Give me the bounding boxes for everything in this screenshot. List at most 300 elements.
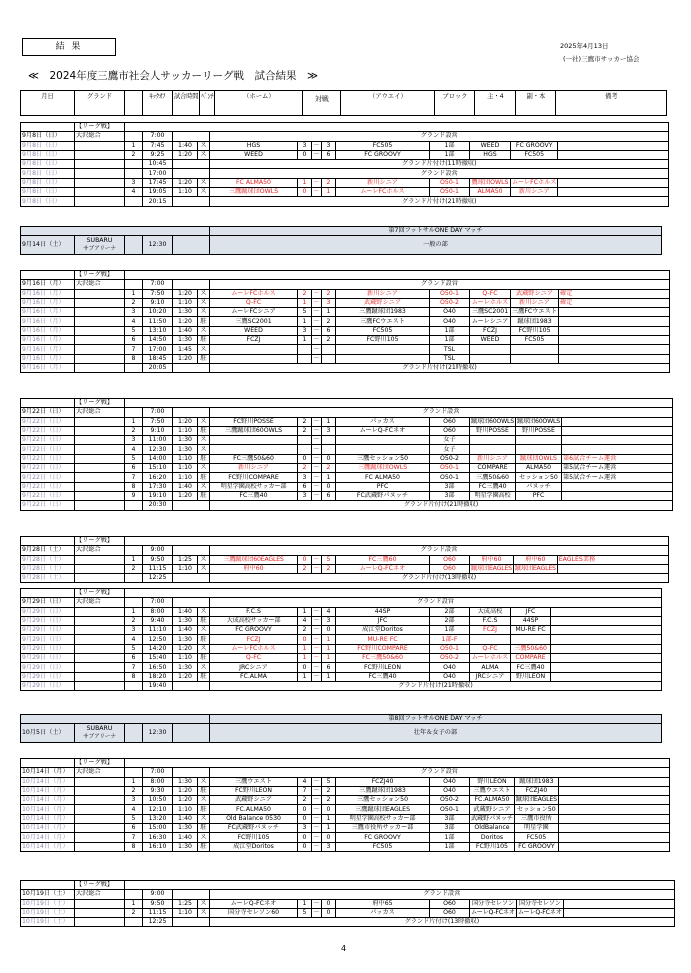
duration: 1:20 — [173, 491, 198, 500]
kickoff-time: 11:50 — [143, 317, 173, 326]
sub-referee: 44SP — [511, 616, 551, 625]
empty — [173, 197, 210, 206]
away-team: 三鷹セッション50 — [336, 796, 430, 805]
home-team: FC野川LEON — [210, 786, 298, 795]
away-team: 新川シニア — [336, 178, 430, 187]
sub-referee: 野川POSSE — [516, 426, 562, 435]
ground-name — [75, 454, 125, 463]
score-separator: － — [313, 617, 320, 625]
score-separator: － — [313, 178, 320, 186]
away-team: 府中65 — [336, 899, 430, 908]
ground-task: グランド設営 — [210, 408, 673, 417]
sub-referee: 野川LEON — [511, 672, 551, 681]
away-team: FC505 — [336, 326, 430, 335]
away-team: 44SP — [336, 607, 430, 616]
block-label: O40 — [430, 786, 470, 795]
away-team: 三鷹蹴球団OWLS — [336, 464, 430, 473]
kickoff-time: 14:50 — [143, 336, 173, 345]
main-referee: F.C.S — [470, 616, 511, 625]
kickoff-time: 9:50 — [143, 555, 173, 564]
block-label: O50-2 — [430, 654, 470, 663]
main-referee: 武蔵野シニア — [470, 805, 515, 814]
match-number: 4 — [125, 317, 143, 326]
kickoff-time: 11:10 — [143, 626, 173, 635]
home-team: ムーレFCホルス — [210, 644, 298, 653]
sub-referee: FC野川105 — [511, 326, 559, 335]
match-number: 3 — [125, 626, 143, 635]
home-score: 2 — [298, 796, 312, 805]
match-row — [21, 317, 670, 326]
match-date: 9月8日（日） — [21, 178, 75, 187]
ground-name — [75, 178, 125, 187]
match-number: 1 — [125, 417, 143, 426]
match-date: 9月16日（月） — [21, 354, 75, 363]
match-number: 3 — [125, 178, 143, 187]
match-number: 3 — [125, 308, 143, 317]
notes — [562, 491, 673, 500]
block-label: 女子 — [430, 436, 470, 445]
duration: 1:20 — [173, 289, 198, 298]
match-number: 1 — [125, 607, 143, 616]
pitch: ス — [198, 777, 210, 786]
home-team: 三鷹ウエスト — [210, 777, 298, 786]
col-match: 対戦 — [303, 91, 341, 116]
sub-referee — [511, 354, 559, 363]
match-date: 9月22日（日） — [21, 454, 75, 463]
notes — [563, 899, 674, 908]
away-team — [336, 436, 430, 445]
match-date: 9月22日（日） — [21, 501, 75, 510]
away-team — [336, 354, 430, 363]
ground-name — [75, 681, 125, 690]
main-referee: 蹴球団EAGLES — [471, 565, 512, 573]
home-score: 5 — [298, 908, 312, 917]
empty — [173, 236, 210, 255]
match-row — [21, 417, 673, 426]
ground-task: グランド設営 — [210, 768, 670, 777]
away-team: FC505 — [336, 141, 430, 150]
kickoff-time: 10:45 — [143, 160, 173, 169]
empty — [173, 918, 210, 927]
sub-referee: 蹴球団1983 — [514, 777, 558, 786]
duration: 1:20 — [173, 672, 198, 681]
empty — [173, 408, 210, 417]
kickoff-time: 19:40 — [143, 681, 173, 690]
match-number: 4 — [125, 445, 143, 454]
duration: 1:40 — [173, 607, 198, 616]
away-team: FC三鷹50&60 — [336, 654, 430, 663]
away-team: 三鷹市役所サッカー部 — [336, 824, 430, 833]
match-number: 1 — [125, 141, 143, 150]
league-label: 【リーグ戦】 — [75, 271, 125, 280]
home-score: 0 — [298, 188, 312, 197]
score-separator: － — [313, 565, 320, 573]
match-row — [21, 607, 662, 616]
main-referee — [470, 445, 516, 454]
ground-name: 大沢総合 — [75, 546, 125, 555]
match-number — [125, 890, 143, 899]
match-number: 8 — [125, 482, 143, 491]
ground-name: 大沢総合 — [75, 408, 125, 417]
match-number — [125, 598, 143, 607]
match-row — [21, 445, 673, 454]
ground-task-row — [21, 169, 669, 178]
sub-referee — [511, 635, 551, 644]
match-date: 9月16日（月） — [21, 280, 75, 289]
notes: 第5試合チーム運営 — [562, 464, 673, 473]
kickoff-time: 15:00 — [143, 824, 173, 833]
sub-referee: 国分寺セレソン — [516, 899, 563, 908]
duration: 1:10 — [173, 908, 198, 917]
away-team: FC野川105 — [336, 336, 430, 345]
match-date: 9月16日（月） — [21, 345, 75, 354]
sub-referee: 蹴球団1983 — [511, 317, 559, 326]
empty — [125, 537, 669, 546]
ground-task: グランド設営 — [210, 546, 669, 555]
sub-referee: 蹴球団60OWLS — [517, 417, 560, 425]
match-number: 9 — [125, 491, 143, 500]
kickoff-time: 12:30 — [143, 236, 173, 255]
away-score: 0 — [322, 454, 336, 463]
home-team: 三鷹蹴球団60OWLS — [210, 426, 298, 435]
ground-name — [75, 616, 125, 625]
ground-name — [75, 663, 125, 672]
match-number — [125, 197, 143, 206]
page-number: 4 — [341, 944, 347, 953]
duration: 1:10 — [173, 426, 198, 435]
match-number — [125, 501, 143, 510]
away-score: 2 — [322, 564, 336, 573]
match-number: 2 — [125, 426, 143, 435]
main-referee: WEED — [470, 336, 511, 345]
away-score: 3 — [322, 426, 336, 435]
league-block — [20, 270, 670, 373]
block-label: O50-1 — [430, 188, 470, 197]
kickoff-time: 19:05 — [143, 188, 173, 197]
main-referee: Q-FC — [470, 644, 511, 653]
match-row — [21, 635, 662, 644]
kickoff-time: 20:30 — [143, 501, 173, 510]
block-label: 3部 — [430, 482, 470, 491]
ground-name — [75, 445, 125, 454]
ground-task: グランド設営 — [210, 598, 662, 607]
match-date: 9月28日（土） — [21, 574, 75, 583]
home-score: 0 — [298, 833, 312, 842]
away-team: MU-RE FC — [336, 635, 430, 644]
ground-task-row — [21, 681, 662, 690]
home-score: 1 — [298, 899, 312, 908]
away-score: 1 — [322, 473, 336, 482]
date-spacer — [21, 537, 75, 546]
duration: 1:20 — [173, 786, 198, 795]
match-date: 9月28日（土） — [21, 546, 75, 555]
ground-name — [75, 491, 125, 500]
block-label: O50-1 — [430, 473, 470, 482]
home-score: 0 — [298, 555, 312, 564]
home-score: 1 — [298, 317, 312, 326]
match-date: 9月28日（土） — [21, 564, 75, 573]
match-date: 9月8日（日） — [21, 132, 75, 141]
col-away: （アウエイ） — [341, 91, 435, 116]
sub-referee: ムーレFCホルス — [512, 178, 557, 186]
ground-name — [75, 918, 125, 927]
ground-name — [75, 644, 125, 653]
notes — [559, 308, 670, 317]
home-score: 0 — [298, 635, 312, 644]
away-score: 1 — [322, 814, 336, 823]
pitch: ス — [198, 289, 210, 298]
block-label: O60 — [430, 555, 470, 564]
sub-referee: 蹴球団OWLS — [516, 454, 562, 463]
match-date: 9月29日（日） — [21, 626, 75, 635]
pitch: ス — [198, 899, 210, 908]
empty — [173, 574, 210, 583]
score-separator: － — [313, 417, 320, 425]
home-score: 0 — [298, 814, 312, 823]
kickoff-time: 8:00 — [143, 607, 173, 616]
home-team: 三鷹SC2001 — [210, 317, 298, 326]
match-date: 9月22日（日） — [21, 445, 75, 454]
score-separator: － — [313, 626, 320, 634]
match-date: 9月22日（日） — [21, 436, 75, 445]
col-sub-ref: 副・本 — [516, 91, 556, 116]
empty — [173, 546, 210, 555]
empty — [125, 271, 670, 280]
notes — [551, 654, 662, 663]
away-team: 明星学園高校サッカー部 — [336, 814, 430, 823]
ground-name: 大沢総合 — [75, 280, 125, 289]
kickoff-time: 9:30 — [143, 786, 173, 795]
away-team — [336, 345, 430, 354]
away-score: 3 — [322, 141, 336, 150]
ground-name — [75, 796, 125, 805]
away-team: JFC — [336, 616, 430, 625]
match-date: 9月16日（月） — [21, 326, 75, 335]
kickoff-time: 11:00 — [143, 436, 173, 445]
block-label: 3部 — [430, 491, 470, 500]
home-score: 2 — [298, 564, 312, 573]
away-score — [322, 445, 336, 454]
league-label: 【リーグ戦】 — [75, 399, 125, 408]
pitch: ス — [198, 150, 210, 159]
venue — [75, 724, 125, 743]
away-team: FC武蔵野パヌッチ — [336, 491, 430, 500]
away-score — [322, 436, 336, 445]
pitch: 駐 — [198, 672, 210, 681]
match-number: 5 — [125, 814, 143, 823]
match-date: 9月16日（月） — [21, 336, 75, 345]
kickoff-time: 10:20 — [143, 308, 173, 317]
match-number: 7 — [125, 345, 143, 354]
league-block — [20, 398, 673, 511]
match-date: 9月16日（月） — [21, 317, 75, 326]
match-date: 9月16日（月） — [21, 308, 75, 317]
ground-name — [75, 805, 125, 814]
score-separator: － — [313, 454, 320, 462]
sub-referee: FCZJ40 — [514, 786, 558, 795]
home-team: ムーレQ-FCネオ — [210, 899, 298, 908]
pitch: ス — [198, 607, 210, 616]
date-spacer — [21, 271, 75, 280]
kickoff-time: 9:50 — [143, 899, 173, 908]
sub-referee: ALMA50 — [516, 464, 562, 473]
match-row — [21, 654, 662, 663]
sub-referee: COMPARE — [511, 654, 551, 663]
main-referee: 明星学園高校 — [470, 491, 516, 500]
notes — [558, 786, 669, 795]
score-separator: － — [313, 464, 320, 472]
duration: 1:30 — [173, 824, 198, 833]
kickoff-time: 13:10 — [143, 326, 173, 335]
ground-task: グランド片付け(21時撤収) — [210, 197, 669, 206]
date-spacer — [21, 759, 75, 768]
match-date: 9月8日（日） — [21, 141, 75, 150]
match-number: 5 — [125, 644, 143, 653]
match-row — [21, 141, 669, 150]
sub-referee: FC GROOVY — [514, 842, 558, 851]
main-referee: FC.ALMA50 — [470, 796, 515, 805]
match-date: 9月29日（日） — [21, 635, 75, 644]
kickoff-time: 9:00 — [143, 546, 173, 555]
sub-referee: 蹴球団EAGLES — [514, 565, 556, 573]
match-row — [21, 454, 673, 463]
match-number: 3 — [125, 436, 143, 445]
date-spacer — [21, 589, 75, 598]
duration: 1:10 — [173, 464, 198, 473]
match-date: 10月19日（土） — [21, 908, 75, 917]
away-team — [336, 445, 430, 454]
empty — [173, 280, 210, 289]
home-score — [298, 345, 312, 354]
pitch: ス — [198, 555, 210, 564]
ground-task: グランド設営 — [210, 280, 670, 289]
home-score: 3 — [298, 141, 312, 150]
match-row — [21, 555, 669, 564]
away-score: 1 — [322, 824, 336, 833]
away-score: 2 — [322, 786, 336, 795]
ground-task: グランド片付け(13時撤収) — [210, 574, 669, 583]
ground-name — [75, 150, 125, 159]
duration: 1:40 — [173, 833, 198, 842]
match-number: 6 — [125, 464, 143, 473]
duration: 1:25 — [173, 899, 198, 908]
ground-name — [75, 197, 125, 206]
score-separator: － — [313, 796, 320, 804]
match-date: 9月29日（日） — [21, 654, 75, 663]
home-score: 4 — [298, 616, 312, 625]
ground-name — [75, 607, 125, 616]
score-separator: － — [313, 308, 320, 316]
match-row — [21, 626, 662, 635]
ground-name: 大沢総合 — [75, 598, 125, 607]
away-team: 武蔵野シニア — [336, 298, 430, 307]
block-label: O40 — [430, 308, 470, 317]
pitch: ス — [198, 345, 210, 354]
league-label: 【リーグ戦】 — [75, 759, 125, 768]
match-number: 5 — [125, 454, 143, 463]
home-team: FC三鷹40 — [210, 491, 298, 500]
match-number — [125, 169, 143, 178]
sub-referee: 新川シニア — [511, 298, 559, 307]
ground-name — [75, 814, 125, 823]
away-score: 2 — [322, 178, 336, 187]
away-score: 2 — [322, 464, 336, 473]
away-team: 三鷹FCウエスト — [336, 317, 430, 326]
match-date: 10月14日（月） — [21, 768, 75, 777]
match-number — [125, 768, 143, 777]
league-block — [20, 536, 669, 583]
notes — [551, 663, 662, 672]
away-score: 1 — [322, 308, 336, 317]
ground-task-row — [21, 918, 675, 927]
home-team: F.C.S — [210, 607, 298, 616]
empty — [173, 132, 210, 141]
ground-name — [75, 426, 125, 435]
kickoff-time: 8:00 — [143, 777, 173, 786]
empty — [173, 598, 210, 607]
duration: 1:30 — [173, 663, 198, 672]
home-team: FCZJ — [210, 336, 298, 345]
date-spacer — [21, 399, 75, 408]
block-label: O60 — [430, 417, 470, 426]
sub-referee: FC505 — [511, 336, 559, 345]
home-team: HGS — [210, 141, 298, 150]
home-team: Old Balance 0530 — [210, 814, 298, 823]
block-label: O60 — [430, 426, 470, 435]
block-label: O60 — [430, 908, 470, 917]
main-referee: 野川LEON — [470, 777, 515, 786]
away-score: 0 — [322, 482, 336, 491]
match-row — [21, 672, 662, 681]
match-date: 9月8日（日） — [21, 188, 75, 197]
kickoff-time: 7:50 — [143, 289, 173, 298]
ground-name — [75, 317, 125, 326]
kickoff-time: 11:15 — [143, 564, 173, 573]
away-score: 1 — [322, 417, 336, 426]
match-number — [125, 681, 143, 690]
score-separator: － — [313, 482, 320, 490]
ground-task: グランド設営 — [210, 890, 675, 899]
empty — [173, 501, 210, 510]
home-score: 2 — [298, 426, 312, 435]
main-referee: 武蔵野パヌッチ — [471, 814, 513, 822]
ground-name — [75, 635, 125, 644]
home-score: 1 — [298, 644, 312, 653]
ground-task-row — [21, 768, 670, 777]
ground-name — [75, 473, 125, 482]
main-referee: WEED — [470, 141, 511, 150]
match-row — [21, 777, 670, 786]
match-date: 9月8日（日） — [21, 169, 75, 178]
main-referee: 府中60 — [470, 555, 514, 564]
away-score: 0 — [322, 805, 336, 814]
home-score: 1 — [298, 336, 312, 345]
kickoff-time: 11:15 — [143, 908, 173, 917]
notes — [558, 150, 669, 159]
away-score: 2 — [322, 317, 336, 326]
ground-name — [75, 654, 125, 663]
notes — [558, 141, 669, 150]
ground-task-row — [21, 132, 669, 141]
pitch: ス — [198, 178, 210, 187]
notes — [558, 842, 669, 851]
match-row — [21, 336, 670, 345]
ground-name — [75, 899, 125, 908]
match-number: 2 — [125, 908, 143, 917]
ground-task-row — [21, 197, 669, 206]
match-row — [21, 298, 670, 307]
kickoff-time: 16:10 — [143, 842, 173, 851]
